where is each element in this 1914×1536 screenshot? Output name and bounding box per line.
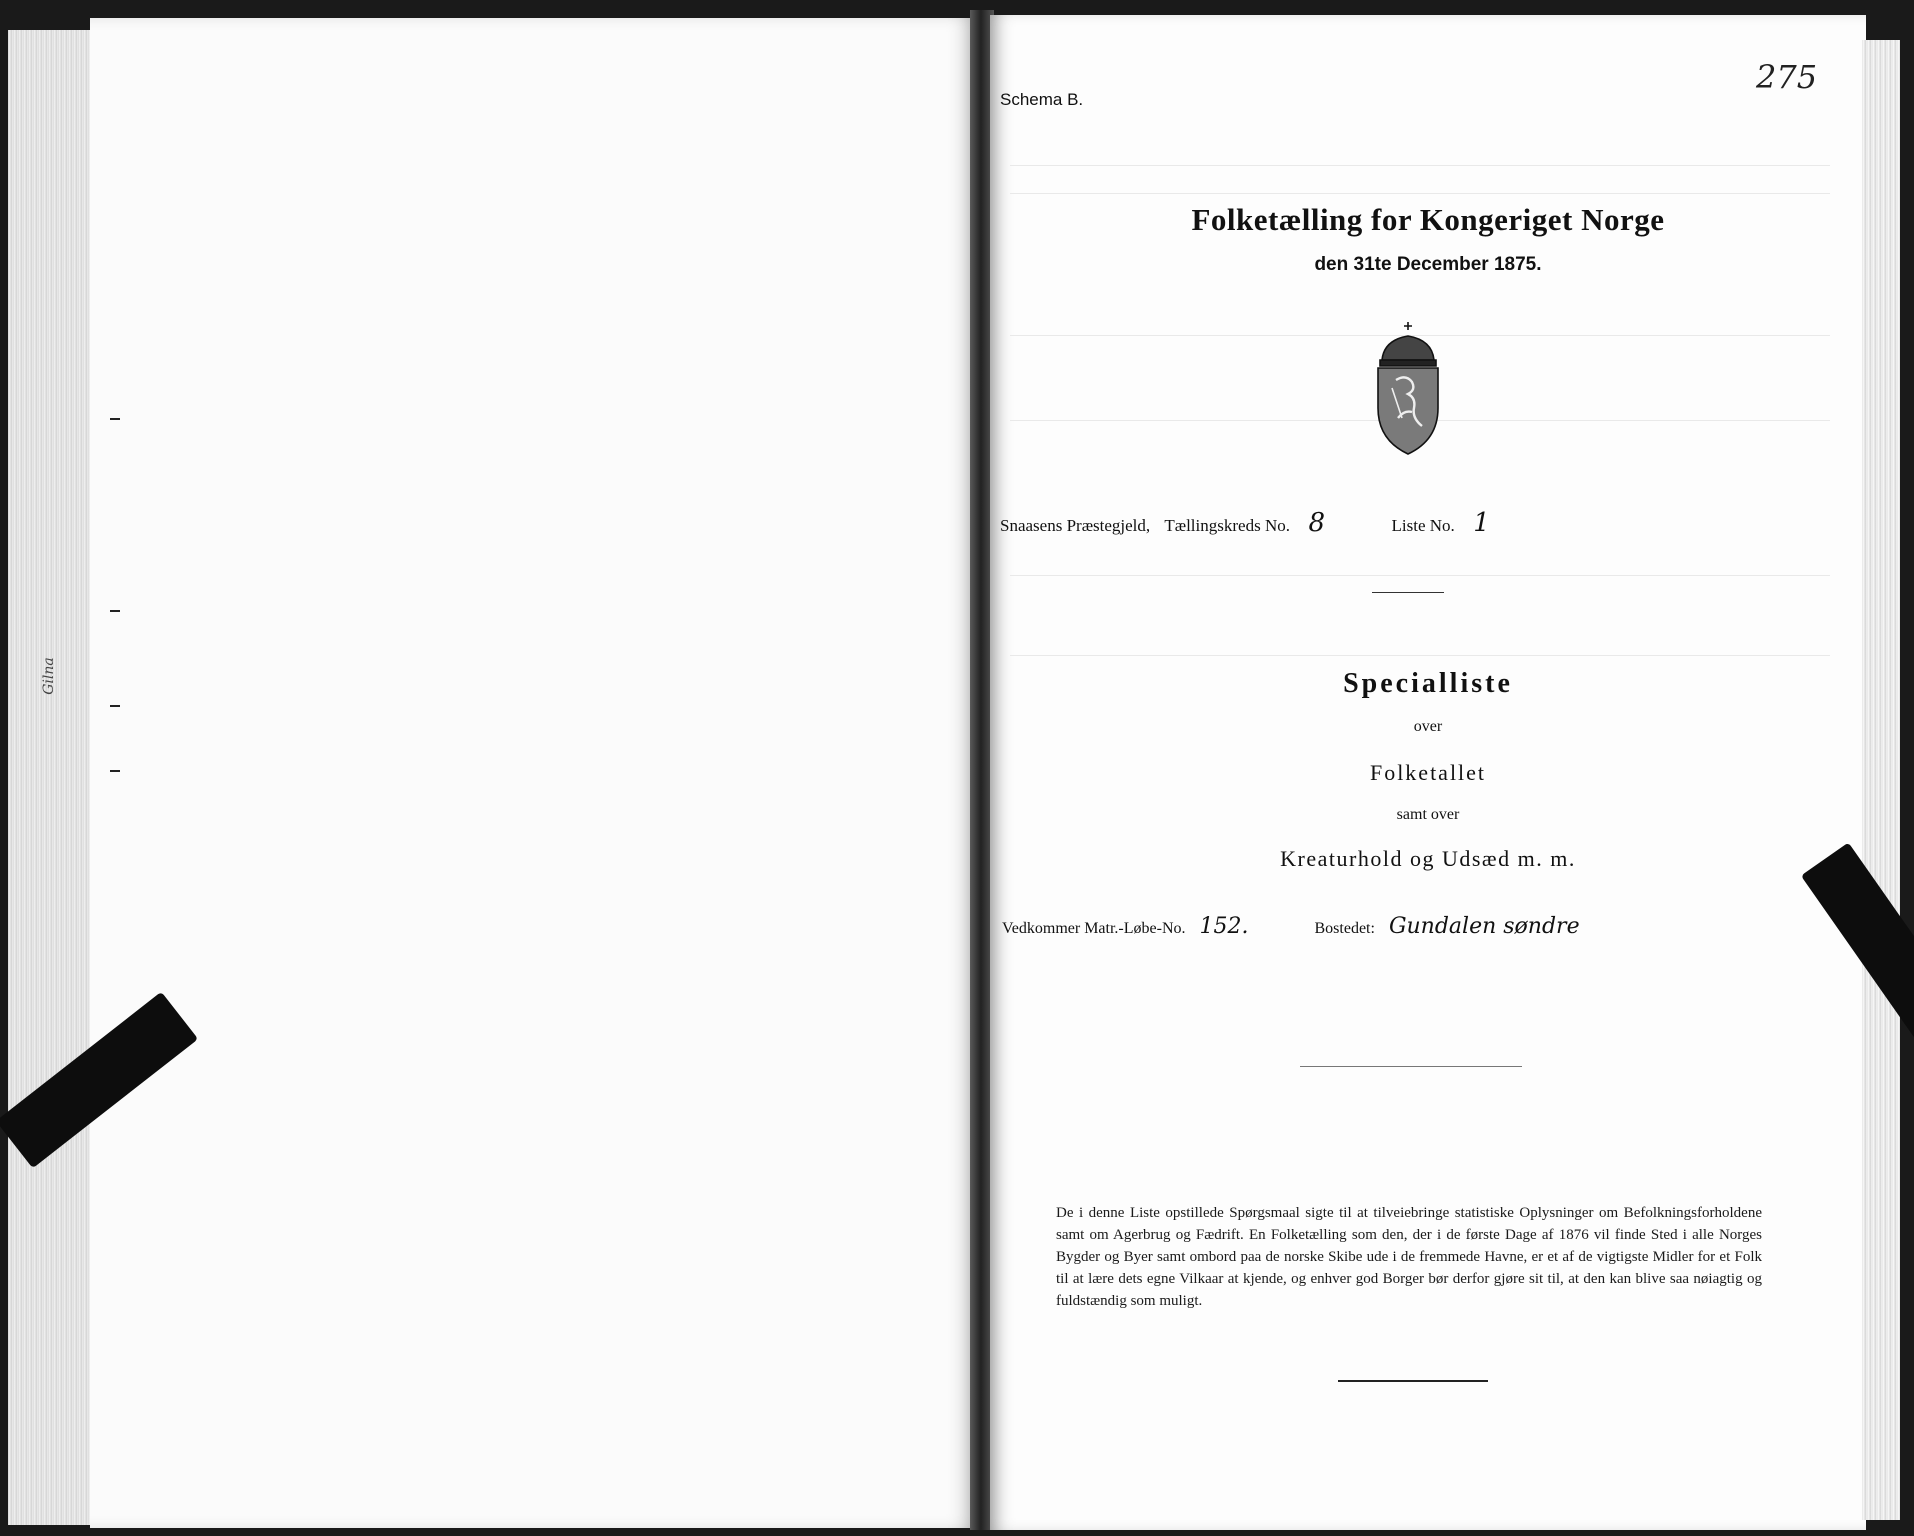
tellingskreds-value: 8 xyxy=(1308,508,1326,538)
instruction-paragraph: De i denne Liste opstillede Spørgsmaal sigte til at tilveiebringe statistiske Oplysninger om Befolkningsforholdene samt om Agerbrug og Fædrift. En Folketælling som den, der i de første Dage af 1876 vil finde Sted i alle Norges Bygder og Byer samt ombord paa de norske Skibe ude i de fremmede Havne, er et af de vigtigste Midler for et Folk til at lære dets egne Vilkaar at kjende, og enhver god Borger bør derfor gjøre sit til, at den kan blive saa nøiagtig og fuldstændig som muligt. xyxy=(1056,1205,1762,1309)
left-page-edges xyxy=(8,30,98,1525)
schema-label: Schema B. xyxy=(1000,90,1084,109)
matr-label: Vedkommer Matr.-Løbe-No. xyxy=(1002,920,1186,937)
divider-bottom xyxy=(1338,1380,1488,1382)
left-side-note: Gilna xyxy=(40,657,57,695)
matr-line xyxy=(1002,914,1580,939)
left-page-blank xyxy=(90,18,978,1528)
samt-over-text: samt over xyxy=(1396,806,1460,823)
kreaturhold-text: Kreaturhold og Udsæd m. m. xyxy=(1280,846,1576,871)
liste-value: 1 xyxy=(1473,508,1490,538)
liste-label: Liste No. xyxy=(1391,516,1455,535)
matr-value: 152. xyxy=(1199,914,1249,939)
over-text-1: over xyxy=(1413,718,1443,735)
right-page-edges xyxy=(1862,40,1900,1520)
district-line xyxy=(1000,508,1490,538)
page-title: Folketælling for Kongeriget Norge xyxy=(1191,202,1665,237)
bostedet-label: Bostedet: xyxy=(1314,920,1375,937)
divider-middle xyxy=(1300,1066,1522,1067)
page-number: 275 xyxy=(1756,58,1818,96)
specialliste-heading: Specialliste xyxy=(1343,668,1513,699)
parish-label: Snaasens Præstegjeld, xyxy=(1000,516,1151,535)
divider-top xyxy=(1372,592,1444,593)
tellingskreds-label: Tællingskreds No. xyxy=(1164,516,1290,535)
bostedet-value: Gundalen søndre xyxy=(1388,914,1580,939)
page-subtitle: den 31te December 1875. xyxy=(1314,254,1542,275)
coat-of-arms-icon xyxy=(1368,318,1448,458)
folketallet-text: Folketallet xyxy=(1369,760,1487,785)
